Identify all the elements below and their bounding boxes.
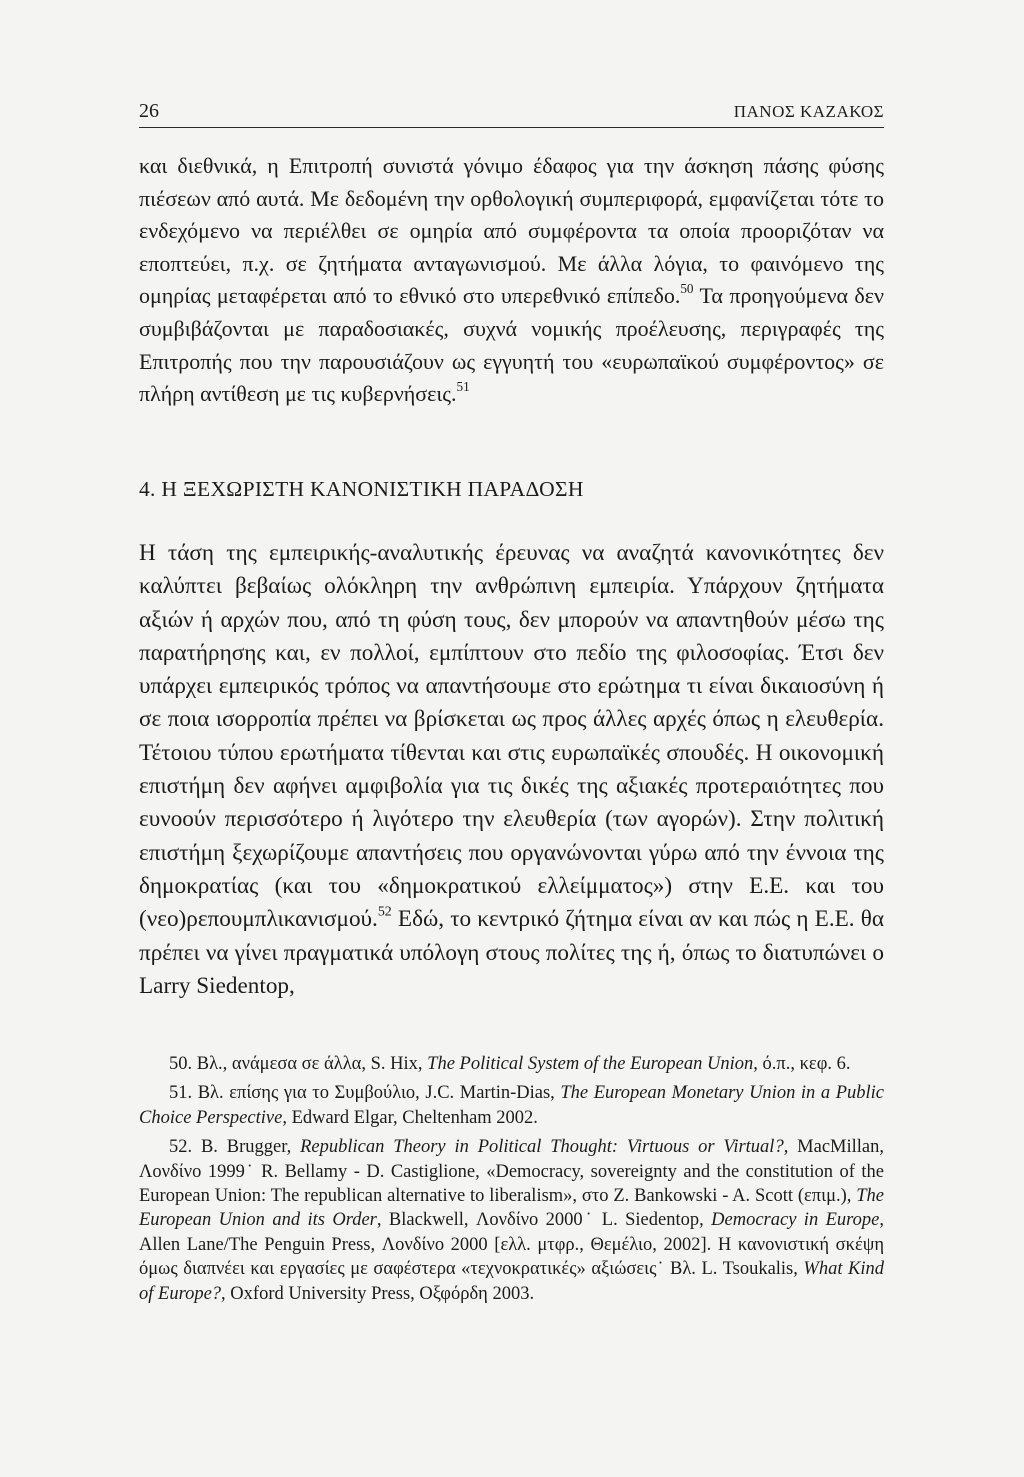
footnote-title: The European Monetary Union in a Public Choice Perspective	[139, 1083, 884, 1128]
paragraph-text: και διεθνικά, η Επιτροπή συνιστά γόνιμο έδαφος για την άσκηση πάσης φύσης πιέσεων από αυτά. Με δεδομένη την ορθολογική συμπεριφορά, εμφανίζεται τότε το ενδεχόμενο να περιέλθει σε ομηρία από συμφέροντα τα οποία προοριζόταν να εποπτεύει, π.χ. σε ζητήματα ανταγωνισμού. Με άλλα λόγια, το φαινόμενο της ομηρίας μεταφέρεται από το εθνικό στο υπερεθνικό επίπεδο.	[139, 153, 884, 309]
footnote-ref-50: 50	[680, 281, 694, 297]
footnote-ref-52: 52	[377, 904, 392, 920]
footnotes	[139, 1052, 884, 1311]
footnote-text: 50. Βλ., ανάμεσα σε άλλα, S. Hix,	[169, 1054, 428, 1074]
footnote-text: 52. B. Brugger,	[169, 1137, 301, 1158]
footnote-title: The European Union and its Order	[139, 1186, 884, 1231]
paragraph-continuation	[139, 150, 884, 411]
paragraph-text: Τα προηγούμενα δεν συμβιβάζονται με παραδοσιακές, συχνά νομικής προέλευσης, περιγραφές της Επιτροπής που την παρουσιάζουν ως εγγυητή του «ευρωπαϊκού συμφέροντος» σε πλήρη αντίθεση με τις κυβερνήσεις.	[139, 283, 884, 407]
footnote-text: , Blackwell, Λονδίνο 2000˙ L. Siedentop,	[376, 1210, 712, 1231]
paragraph-text: Η τάση της εμπειρικής-αναλυτικής έρευνας να αναζητά κανονικότητες δεν καλύπτει βεβαίως ολόκληρη την ανθρώπινη εμπειρία. Υπάρχουν ζητήματα αξιών ή αρχών που, από τη φύση τους, δεν μπορούν να απαντηθούν μέσω της παρατήρησης και, εν πολλοί, εμπίπτουν στο πεδίο της φιλοσοφίας. Έτσι δεν υπάρχει εμπειρικός τρόπος να απαντήσουμε στο ερώτημα τι είναι δικαιοσύνη ή σε ποια ισορροπία πρέπει να βρίσκεται ως προς άλλες αρχές όπως η ελευθερία. Τέτοιου τύπου ερωτήματα τίθενται και στις ευρωπαϊκές σπουδές. Η οικονομική επιστήμη δεν αφήνει αμφιβολία για τις δικές της αξιακές προτεραιότητες που ευνοούν περισσότερο ή λιγότερο την ελευθερία (των αγορών). Στην πολιτική επιστήμη ξεχωρίζουμε απαντήσεις που οργανώνονται γύρω από την έννοια της δημοκρατίας (και του «δημοκρατικού ελλείμματος») στην Ε.Ε. και του (νεο)ρεπουμπλικανισμού.	[139, 540, 884, 933]
footnote-text: , ό.π., κεφ. 6.	[753, 1054, 851, 1074]
footnote-text: , Oxford University Press, Οξφόρδη 2003.	[221, 1283, 535, 1304]
footnote-title: Republican Theory in Political Thought: Virtuous or Virtual?	[300, 1137, 784, 1158]
running-head-author: ΠΑΝΟΣ ΚΑΖΑΚΟΣ	[733, 102, 884, 121]
paragraph-text: Εδώ, το κεντρικό ζήτημα είναι αν και πώς η Ε.Ε. θα πρέπει να γίνει πραγματικά υπόλογη στους πολίτες της ή, όπως το διατυπώνει ο Larry Siedentop,	[139, 906, 884, 999]
footnote-52	[139, 1135, 884, 1306]
footnote-text: , MacMillan, Λονδίνο 1999˙ R. Bellamy - D. Castiglione, «Democracy, sovereignty and the constitution of the European Union: The republican alternative to liberalism», στο Z. Bankowski - A. Scott (επιμ.),	[139, 1137, 884, 1207]
footnote-text: 51. Βλ. επίσης για το Συμβούλιο, J.C. Martin-Dias,	[169, 1083, 561, 1104]
footnote-50	[139, 1052, 884, 1076]
section-paragraph	[139, 537, 884, 1003]
footnote-title: Democracy in Europe	[711, 1210, 880, 1231]
page-number: 26	[139, 100, 159, 122]
footnote-51	[139, 1081, 884, 1130]
footnote-text: , Edward Elgar, Cheltenham 2002.	[282, 1107, 538, 1128]
footnote-text: , Allen Lane/The Penguin Press, Λονδίνο 2000 [ελλ. μτφρ., Θεμέλιο, 2002]. Η κανονιστική σκέψη όμως διαπνέει και εργασίες με σαφέστερα «τεχνοκρατικές» αξιώσεις˙ Βλ. L. Tsoukalis,	[139, 1210, 884, 1280]
running-header	[139, 100, 884, 128]
section-heading: 4. Η ΞΕΧΩΡΙΣΤΗ ΚΑΝΟΝΙΣΤΙΚΗ ΠΑΡΑΔΟΣΗ	[139, 477, 584, 501]
footnote-ref-51: 51	[456, 379, 470, 395]
footnote-title: What Kind of Europe?	[139, 1259, 884, 1304]
footnote-title: The Political System of the European Union	[427, 1054, 754, 1074]
